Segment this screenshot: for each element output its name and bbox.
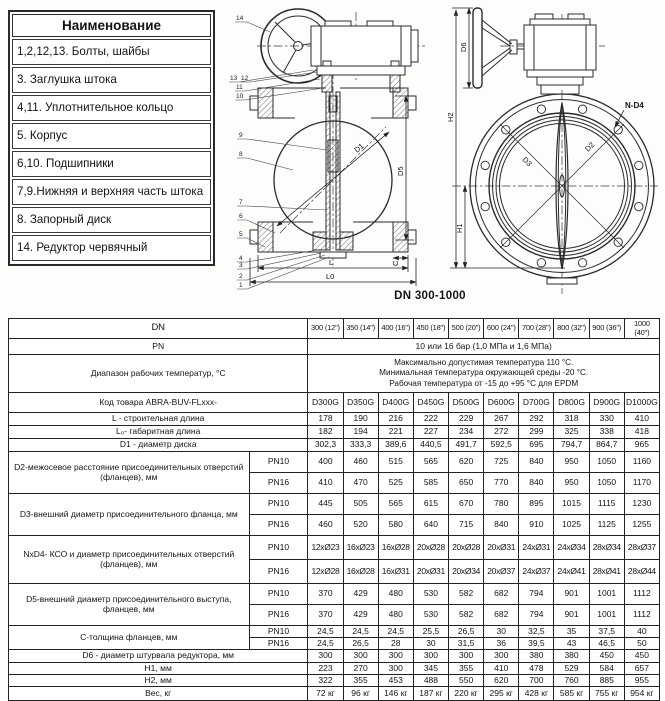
- row-value: 410: [624, 413, 659, 426]
- row-value: 194: [343, 426, 378, 439]
- code-value: D500G: [449, 393, 484, 413]
- dn-value: 1000 (40"): [624, 319, 659, 339]
- valve-section-drawing: [225, 0, 440, 305]
- row-value: 300: [343, 650, 378, 663]
- row-value: 620: [449, 452, 484, 473]
- row-value: 216: [378, 413, 413, 426]
- dn-label: DN: [9, 319, 308, 339]
- pn10-label: PN10: [249, 536, 308, 560]
- row-value: 1112: [624, 584, 659, 605]
- row-value: 20xØ34: [449, 560, 484, 584]
- row-value: 901: [554, 605, 589, 626]
- row-value: 491,7: [449, 439, 484, 452]
- row-value: 529: [554, 663, 589, 675]
- temp-line: Минимальная температура окружающей среды -20 °С.: [379, 368, 589, 378]
- row-value: 585 кг: [554, 687, 589, 701]
- row-value: 650: [449, 473, 484, 494]
- parts-list-table: [8, 10, 215, 266]
- code-value: D450G: [413, 393, 448, 413]
- row-value: 300: [378, 650, 413, 663]
- row-value: 32,5: [519, 626, 554, 638]
- code-value: D800G: [554, 393, 589, 413]
- row-value: 400: [308, 452, 343, 473]
- row-value: 292: [519, 413, 554, 426]
- row-value: 39,5: [519, 638, 554, 650]
- row-value: 20xØ37: [484, 560, 519, 584]
- row-value: 1050: [589, 452, 624, 473]
- row-value: 40: [624, 626, 659, 638]
- row-value: 330: [589, 413, 624, 426]
- row-value: 28: [378, 638, 413, 650]
- callout-10: 10: [236, 93, 244, 100]
- row-value: 954 кг: [624, 687, 659, 701]
- row-value: 585: [413, 473, 448, 494]
- row-value: 1025: [554, 515, 589, 536]
- row-value: 584: [589, 663, 624, 675]
- row-value: 178: [308, 413, 343, 426]
- spec-table-row: [9, 650, 660, 663]
- row-value: 24xØ37: [519, 560, 554, 584]
- parts-row: 5. Корпус: [12, 123, 211, 149]
- row-value: 318: [554, 413, 589, 426]
- callout-12: 12: [241, 75, 249, 82]
- row-label: С-толщина фланцев, мм: [9, 626, 250, 650]
- callout-5: 5: [239, 231, 243, 238]
- spec-table-row: [9, 339, 660, 355]
- row-value: 620: [484, 675, 519, 687]
- row-value: 760: [554, 675, 589, 687]
- dim-n-d4: N-D4: [625, 101, 644, 110]
- row-value: 267: [484, 413, 519, 426]
- temp-line: Рабочая температура от -15 до +95 °С для EPDM: [389, 378, 579, 388]
- row-value: 515: [378, 452, 413, 473]
- row-value: 950: [554, 452, 589, 473]
- parts-list-body: [11, 39, 212, 261]
- temp-value: [308, 355, 660, 393]
- callout-3: 3: [239, 262, 243, 269]
- spec-table-row: [9, 355, 660, 393]
- row-value: 355: [343, 675, 378, 687]
- row-value: 295 кг: [484, 687, 519, 701]
- spec-table-row: [9, 393, 660, 413]
- row-value: 380: [519, 650, 554, 663]
- row-value: 470: [343, 473, 378, 494]
- spec-table-row: [9, 675, 660, 687]
- row-value: 338: [589, 426, 624, 439]
- row-value: 16xØ28: [343, 560, 378, 584]
- row-value: 453: [378, 675, 413, 687]
- row-label: L - строительная длина: [9, 413, 308, 426]
- row-value: 30: [484, 626, 519, 638]
- row-value: 299: [519, 426, 554, 439]
- dn-value: 700 (28"): [519, 319, 554, 339]
- row-value: 955: [624, 675, 659, 687]
- row-value: 35: [554, 626, 589, 638]
- dn-value: 500 (20"): [449, 319, 484, 339]
- row-value: 794,7: [554, 439, 589, 452]
- callout-13: 13: [230, 75, 238, 82]
- row-label: D5-внешний диаметр присоединительного выступа, фланцев, мм: [9, 584, 250, 626]
- row-value: 24xØ31: [519, 536, 554, 560]
- row-value: 440,5: [413, 439, 448, 452]
- row-value: 1001: [589, 605, 624, 626]
- row-value: 24,5: [308, 626, 343, 638]
- row-value: 1050: [589, 473, 624, 494]
- code-value: D600G: [484, 393, 519, 413]
- dn-value: 450 (18"): [413, 319, 448, 339]
- row-value: 302,3: [308, 439, 343, 452]
- row-value: 901: [554, 584, 589, 605]
- row-value: 380: [554, 650, 589, 663]
- row-value: 24,5: [308, 638, 343, 650]
- temp-label: Диапазон рабочих температур, °С: [9, 355, 308, 393]
- row-value: 480: [378, 584, 413, 605]
- row-value: 20xØ28: [413, 536, 448, 560]
- row-value: 565: [378, 494, 413, 515]
- row-value: 24,5: [343, 626, 378, 638]
- row-value: 565: [413, 452, 448, 473]
- row-value: 895: [519, 494, 554, 515]
- dn-value: 600 (24"): [484, 319, 519, 339]
- dim-d5: D5: [396, 166, 405, 176]
- row-value: 450: [624, 650, 659, 663]
- row-value: 530: [413, 605, 448, 626]
- dn-value: 900 (36"): [589, 319, 624, 339]
- row-value: 1001: [589, 584, 624, 605]
- row-value: 28xØ41: [589, 560, 624, 584]
- callout-4: 4: [239, 255, 243, 262]
- row-value: 272: [484, 426, 519, 439]
- row-value: 16xØ28: [378, 536, 413, 560]
- row-value: 30: [413, 638, 448, 650]
- row-value: 780: [484, 494, 519, 515]
- row-value: 530: [413, 584, 448, 605]
- row-value: 950: [554, 473, 589, 494]
- row-value: 410: [308, 473, 343, 494]
- row-value: 20xØ28: [449, 536, 484, 560]
- row-value: 12xØ28: [308, 560, 343, 584]
- spec-table-row: [9, 439, 660, 452]
- row-value: 615: [413, 494, 448, 515]
- row-value: 300: [308, 650, 343, 663]
- dn-value: 800 (32"): [554, 319, 589, 339]
- row-value: 36: [484, 638, 519, 650]
- callout-9: 9: [239, 132, 243, 139]
- drawing-caption: DN 300-1000: [394, 290, 466, 302]
- row-label: L₀- габаритная длина: [9, 426, 308, 439]
- row-label: D1 - диаметр диска: [9, 439, 308, 452]
- row-value: 37,5: [589, 626, 624, 638]
- row-label: H1, мм: [9, 663, 308, 675]
- row-value: 794: [519, 584, 554, 605]
- row-value: 550: [449, 675, 484, 687]
- row-value: 28xØ34: [589, 536, 624, 560]
- row-value: 300: [449, 650, 484, 663]
- pn10-label: PN10: [249, 626, 308, 638]
- row-value: 24,5: [378, 626, 413, 638]
- row-value: 418: [624, 426, 659, 439]
- row-value: 695: [519, 439, 554, 452]
- dim-c: C: [391, 260, 400, 266]
- parts-row: 6,10. Подшипники: [12, 151, 211, 177]
- row-value: 488: [413, 675, 448, 687]
- row-value: 1115: [589, 494, 624, 515]
- row-value: 146 кг: [378, 687, 413, 701]
- row-label: H2, мм: [9, 675, 308, 687]
- row-value: 96 кг: [343, 687, 378, 701]
- row-value: 28xØ37: [624, 536, 659, 560]
- row-value: 16xØ31: [378, 560, 413, 584]
- row-value: 592,5: [484, 439, 519, 452]
- spec-table-row: [9, 584, 660, 605]
- spec-table-row: [9, 452, 660, 473]
- dn-value: 300 (12"): [308, 319, 343, 339]
- row-value: 43: [554, 638, 589, 650]
- row-value: 221: [378, 426, 413, 439]
- row-value: 1170: [624, 473, 659, 494]
- dim-l: L: [329, 258, 334, 267]
- code-value: D1000G: [624, 393, 659, 413]
- row-value: 16xØ23: [343, 536, 378, 560]
- row-value: 25,5: [413, 626, 448, 638]
- row-value: 1160: [624, 452, 659, 473]
- parts-row: 4,11. Уплотнительное кольцо: [12, 95, 211, 121]
- row-value: 505: [343, 494, 378, 515]
- callout-6: 6: [239, 213, 243, 220]
- spec-table-row: [9, 413, 660, 426]
- pn10-label: PN10: [249, 494, 308, 515]
- row-value: 24xØ34: [554, 536, 589, 560]
- spec-table-row: [9, 687, 660, 701]
- row-value: 300: [378, 663, 413, 675]
- spec-table-row: [9, 426, 660, 439]
- row-value: 355: [449, 663, 484, 675]
- front-handwheel-gearbox: [473, 8, 605, 94]
- row-value: 682: [484, 605, 519, 626]
- pn-value: 10 или 16 бар (1,0 МПа и 1,6 МПа): [308, 339, 660, 355]
- row-value: 222: [413, 413, 448, 426]
- callout-1: 1: [239, 282, 243, 289]
- row-value: 333,3: [343, 439, 378, 452]
- row-value: 28xØ44: [624, 560, 659, 584]
- row-value: 445: [308, 494, 343, 515]
- row-value: 428 кг: [519, 687, 554, 701]
- dim-l0: L0: [326, 272, 335, 281]
- row-value: 234: [449, 426, 484, 439]
- row-value: 72 кг: [308, 687, 343, 701]
- row-value: 322: [308, 675, 343, 687]
- row-value: 20xØ31: [413, 560, 448, 584]
- row-value: 31,5: [449, 638, 484, 650]
- row-value: 24xØ41: [554, 560, 589, 584]
- row-value: 965: [624, 439, 659, 452]
- row-value: 640: [413, 515, 448, 536]
- row-value: 270: [343, 663, 378, 675]
- pn16-label: PN16: [249, 473, 308, 494]
- row-value: 325: [554, 426, 589, 439]
- row-value: 46,5: [589, 638, 624, 650]
- row-value: 580: [378, 515, 413, 536]
- row-value: 389,6: [378, 439, 413, 452]
- row-value: 480: [378, 605, 413, 626]
- valve-front-drawing: [440, 0, 665, 305]
- row-value: 20xØ31: [484, 536, 519, 560]
- row-value: 410: [484, 663, 519, 675]
- row-value: 770: [484, 473, 519, 494]
- callout-2: 2: [239, 273, 243, 280]
- row-value: 715: [449, 515, 484, 536]
- callout-11: 11: [236, 84, 243, 91]
- row-value: 755 кг: [589, 687, 624, 701]
- row-value: 1230: [624, 494, 659, 515]
- pn10-label: PN10: [249, 584, 308, 605]
- row-value: 429: [343, 605, 378, 626]
- row-value: 345: [413, 663, 448, 675]
- dn-value: 350 (14"): [343, 319, 378, 339]
- spec-table-row: [9, 626, 660, 638]
- code-value: D300G: [308, 393, 343, 413]
- row-value: 582: [449, 605, 484, 626]
- row-value: 370: [308, 584, 343, 605]
- row-value: 794: [519, 605, 554, 626]
- row-value: 300: [413, 650, 448, 663]
- code-label: Код товара ABRA-BUV-FLxxx-: [9, 393, 308, 413]
- pn16-label: PN16: [249, 515, 308, 536]
- row-value: 50: [624, 638, 659, 650]
- row-value: 370: [308, 605, 343, 626]
- temp-line: Максимально допустимая температура 110 °С.: [394, 358, 574, 368]
- row-value: 429: [343, 584, 378, 605]
- parts-row: 3. Заглушка штока: [12, 67, 211, 93]
- spec-table-body: [9, 319, 660, 701]
- row-value: 182: [308, 426, 343, 439]
- row-value: 187 кг: [413, 687, 448, 701]
- row-value: 864,7: [589, 439, 624, 452]
- dim-d2: D2: [583, 140, 597, 154]
- spec-table-row: [9, 663, 660, 675]
- spec-table-row: [9, 536, 660, 560]
- row-value: 840: [484, 515, 519, 536]
- dim-h1: H1: [455, 223, 464, 233]
- callout-14: 14: [236, 15, 244, 22]
- row-value: 26,5: [343, 638, 378, 650]
- row-value: 1255: [624, 515, 659, 536]
- row-value: 12xØ23: [308, 536, 343, 560]
- dn-value: 400 (16"): [378, 319, 413, 339]
- row-value: 520: [343, 515, 378, 536]
- row-value: 26,5: [449, 626, 484, 638]
- row-value: 682: [484, 584, 519, 605]
- code-value: D900G: [589, 393, 624, 413]
- callout-8: 8: [239, 151, 243, 158]
- code-value: D400G: [378, 393, 413, 413]
- row-value: 300: [484, 650, 519, 663]
- dim-h2: H2: [446, 112, 455, 122]
- row-value: 229: [449, 413, 484, 426]
- row-label: D2-межосевое расстояние присоединительных отверстий (фланцев), мм: [9, 452, 250, 494]
- parts-row: 1,2,12,13. Болты, шайбы: [12, 39, 211, 65]
- row-label: D3-внешний диаметр присоединительного фланца, мм: [9, 494, 250, 536]
- row-value: 460: [343, 452, 378, 473]
- row-value: 223: [308, 663, 343, 675]
- row-value: 700: [519, 675, 554, 687]
- row-value: 840: [519, 473, 554, 494]
- spec-table-row: [9, 494, 660, 515]
- dim-d1: D1: [352, 141, 366, 155]
- pn-label: PN: [9, 339, 308, 355]
- callout-7: 7: [239, 199, 243, 206]
- row-label: NxD4- КСО и диаметр присоединительных отверстий (фланцев), мм: [9, 536, 250, 584]
- row-value: 910: [519, 515, 554, 536]
- row-value: 220 кг: [449, 687, 484, 701]
- code-value: D350G: [343, 393, 378, 413]
- row-value: 885: [589, 675, 624, 687]
- pn16-label: PN16: [249, 605, 308, 626]
- pn16-label: PN16: [249, 638, 308, 650]
- pn16-label: PN16: [249, 560, 308, 584]
- parts-row: 7,9.Нижняя и верхняя часть штока: [12, 179, 211, 205]
- row-value: 670: [449, 494, 484, 515]
- dim-d3: D3: [520, 155, 534, 169]
- pn10-label: PN10: [249, 452, 308, 473]
- row-value: 1125: [589, 515, 624, 536]
- dim-d6: D6: [459, 42, 468, 52]
- row-value: 582: [449, 584, 484, 605]
- row-label: Вес, кг: [9, 687, 308, 701]
- row-label: D6 - диаметр штурвала редуктора, мм: [9, 650, 308, 663]
- code-value: D700G: [519, 393, 554, 413]
- spec-table-row: [9, 319, 660, 339]
- row-value: 525: [378, 473, 413, 494]
- row-value: 478: [519, 663, 554, 675]
- row-value: 1015: [554, 494, 589, 515]
- parts-row: 14. Редуктор червячный: [12, 235, 211, 261]
- row-value: 190: [343, 413, 378, 426]
- spec-table: [8, 318, 660, 701]
- row-value: 657: [624, 663, 659, 675]
- row-value: 450: [589, 650, 624, 663]
- parts-list-header: Наименование: [12, 14, 211, 37]
- row-value: 227: [413, 426, 448, 439]
- front-flange-body: [452, 90, 658, 294]
- row-value: 840: [519, 452, 554, 473]
- row-value: 1112: [624, 605, 659, 626]
- row-value: 725: [484, 452, 519, 473]
- row-value: 460: [308, 515, 343, 536]
- part-callouts: [230, 15, 249, 289]
- parts-row: 8. Запорный диск: [12, 207, 211, 233]
